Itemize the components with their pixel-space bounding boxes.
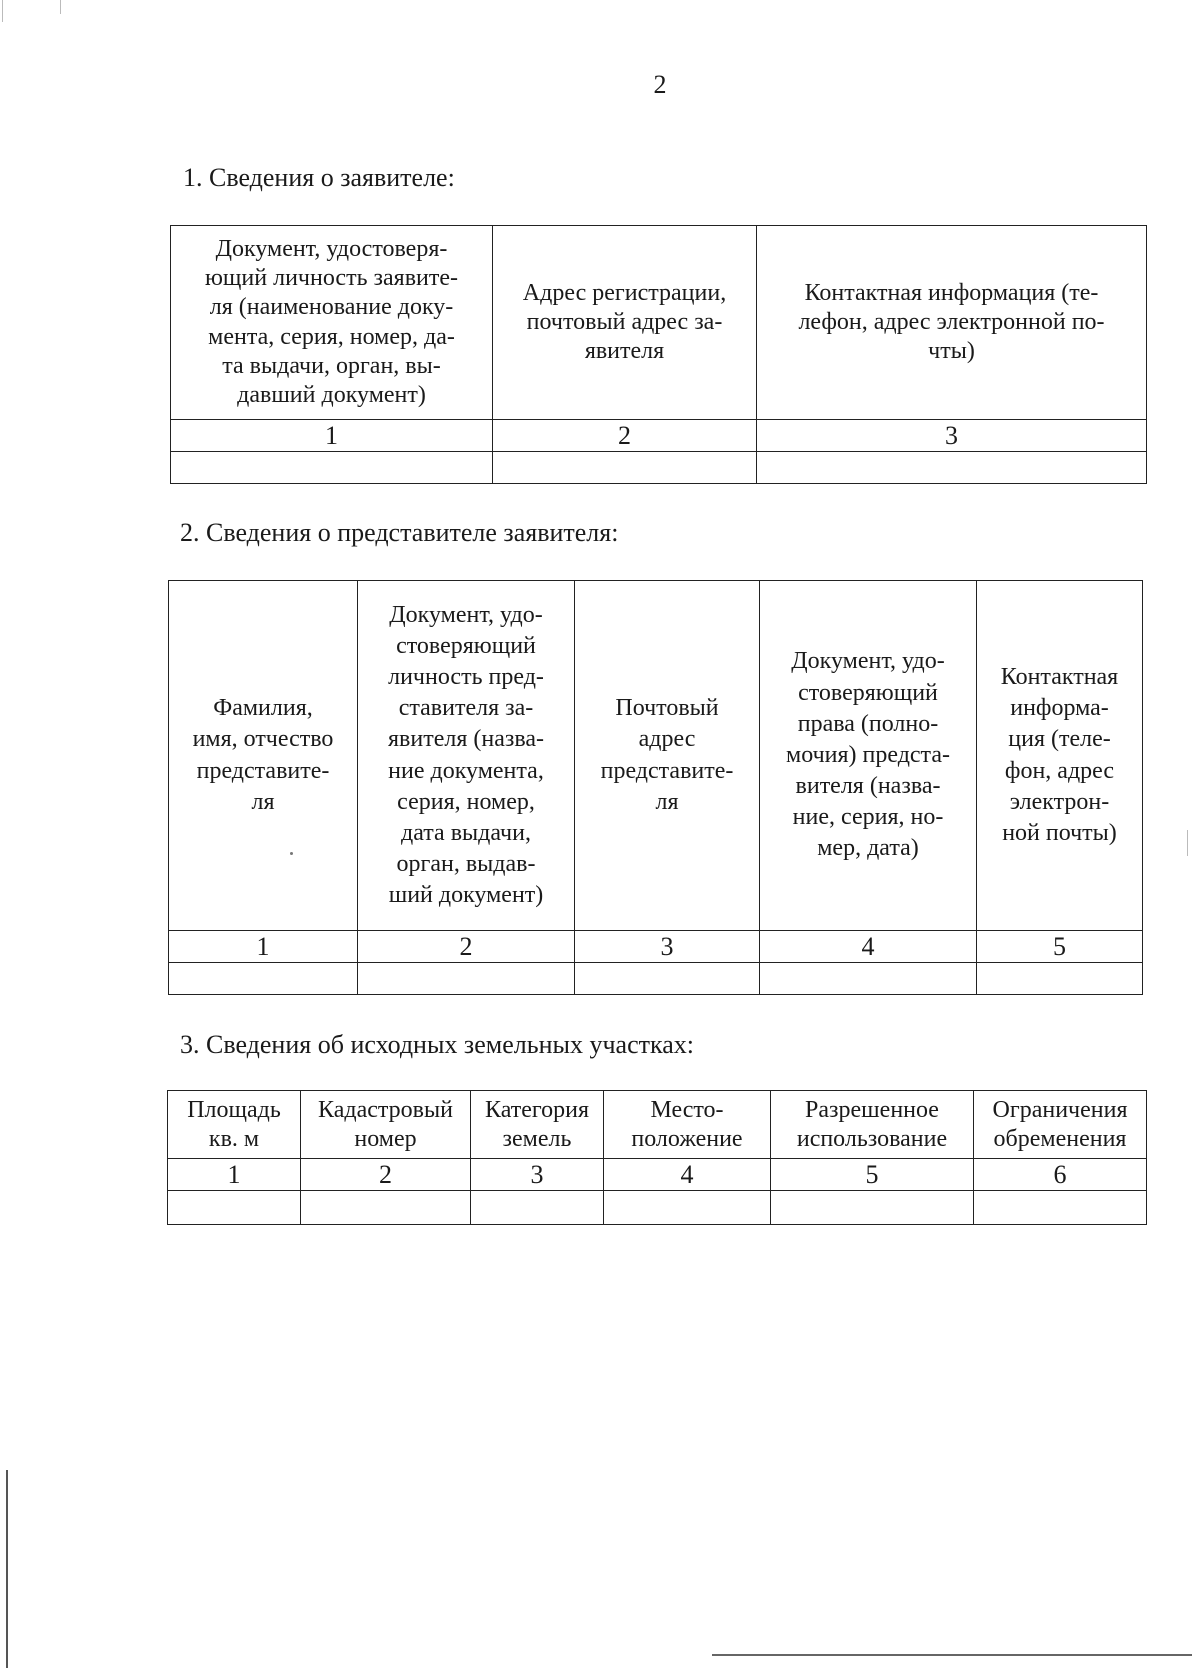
scan-speck (290, 852, 293, 855)
representative-table (168, 580, 1143, 995)
land-value-cell[interactable] (471, 1191, 604, 1225)
land-header-category: Категория земель (471, 1091, 604, 1159)
applicant-column-number: 2 (493, 420, 757, 452)
representative-column-number: 2 (358, 931, 575, 963)
representative-header-postal-address: Почтовый адрес представите- ля (575, 581, 760, 931)
land-value-cell[interactable] (974, 1191, 1147, 1225)
scan-left-edge-line (6, 1470, 8, 1668)
representative-column-number: 3 (575, 931, 760, 963)
applicant-column-number: 1 (171, 420, 493, 452)
scan-bottom-edge-line (712, 1654, 1192, 1656)
section-1-heading: 1. Сведения о заявителе: (183, 163, 455, 192)
representative-value-cell[interactable] (358, 963, 575, 995)
representative-header-full-name: Фамилия, имя, отчество представите- ля (169, 581, 358, 931)
land-header-cadastral-number: Кадастровый номер (301, 1091, 471, 1159)
representative-header-authority-document: Документ, удо- стоверяющий права (полно- мочия) предста- вителя (назва- ние, серия, но- мер, дата) (760, 581, 977, 931)
land-value-cell[interactable] (604, 1191, 771, 1225)
land-column-number: 3 (471, 1159, 604, 1191)
applicant-column-number: 3 (757, 420, 1147, 452)
land-column-number: 6 (974, 1159, 1147, 1191)
applicant-header-contact: Контактная информация (те- лефон, адрес электронной по- чты) (757, 226, 1147, 420)
representative-value-cell[interactable] (977, 963, 1143, 995)
scan-speck (1187, 830, 1188, 856)
section-3-heading: 3. Сведения об исходных земельных участках: (180, 1030, 694, 1059)
applicant-value-cell[interactable] (493, 452, 757, 484)
applicant-value-cell[interactable] (757, 452, 1147, 484)
land-header-area: Площадь кв. м (168, 1091, 301, 1159)
land-column-number: 1 (168, 1159, 301, 1191)
representative-value-cell[interactable] (575, 963, 760, 995)
representative-value-cell[interactable] (169, 963, 358, 995)
scan-speck (60, 0, 61, 14)
representative-column-number: 5 (977, 931, 1143, 963)
land-plots-table (167, 1090, 1147, 1225)
representative-header-contact: Контактная информа- ция (теле- фон, адрес электрон- ной почты) (977, 581, 1143, 931)
land-column-number: 5 (771, 1159, 974, 1191)
land-header-permitted-use: Разрешенное использование (771, 1091, 974, 1159)
applicant-header-address: Адрес регистрации, почтовый адрес за- явителя (493, 226, 757, 420)
land-value-cell[interactable] (168, 1191, 301, 1225)
page-number: 2 (653, 70, 667, 99)
section-2-heading: 2. Сведения о представителе заявителя: (180, 518, 619, 547)
applicant-value-cell[interactable] (171, 452, 493, 484)
representative-value-cell[interactable] (760, 963, 977, 995)
land-header-restrictions: Ограничения обременения (974, 1091, 1147, 1159)
representative-header-identity-document: Документ, удо- стоверяющий личность пред- ставителя за- явителя (назва- ние документа, серия, номер, дата выдачи, орган, выдав- ший документ) (358, 581, 575, 931)
land-value-cell[interactable] (301, 1191, 471, 1225)
applicant-table (170, 225, 1147, 484)
land-header-location: Место- положение (604, 1091, 771, 1159)
representative-column-number: 1 (169, 931, 358, 963)
representative-column-number: 4 (760, 931, 977, 963)
applicant-header-identity-document: Документ, удостоверя- ющий личность заявите- ля (наименование доку- мента, серия, номер, да- та выдачи, орган, вы- давший документ) (171, 226, 493, 420)
land-value-cell[interactable] (771, 1191, 974, 1225)
land-column-number: 4 (604, 1159, 771, 1191)
land-column-number: 2 (301, 1159, 471, 1191)
scan-speck (2, 0, 3, 22)
